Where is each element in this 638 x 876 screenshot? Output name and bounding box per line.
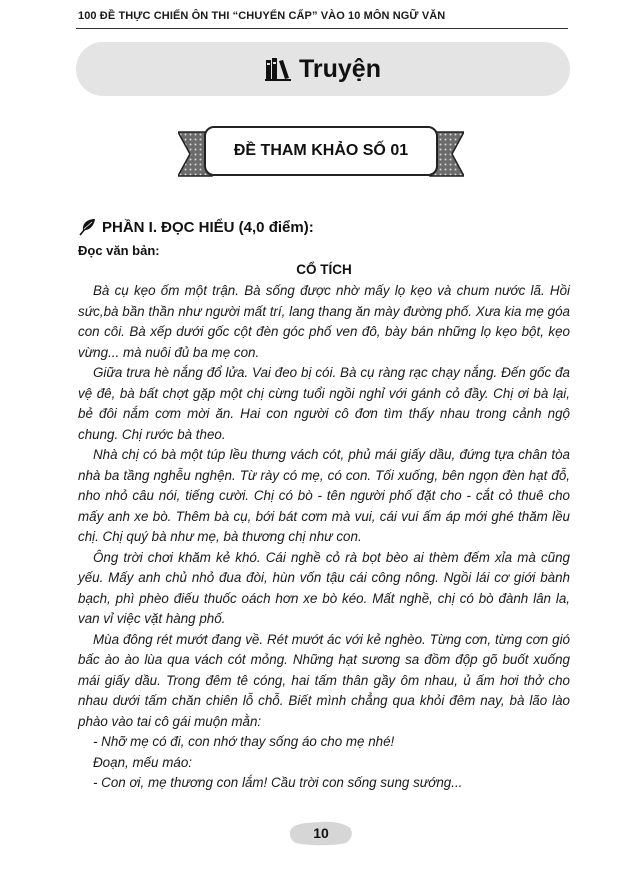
chapter-title: Truyện <box>299 54 381 83</box>
dialogue-line: Đoạn, mếu máo: <box>93 754 192 770</box>
feather-icon <box>78 218 96 236</box>
section-title: PHẦN I. ĐỌC HIỂU (4,0 điểm): <box>102 218 314 236</box>
exam-label: ĐỀ THAM KHẢO SỐ 01 <box>233 142 409 159</box>
dialogue-line: - Con ơi, mẹ thương con lắm! Cầu trời con sống sung sướng... <box>93 775 463 790</box>
header-divider <box>76 28 568 29</box>
chapter-banner <box>76 42 570 96</box>
story-paragraph: Nhà chị có bà một túp lều thưng vách cót, phủ mái giấy dầu, đứng tựa chân tòa nhà ba tầng nghễu nghện. Từ rày có mẹ, có con. Tối xuống, bên ngọn đèn hạt đỗ, nho nhỏ câu nói, tiếng cười. Chị có bò - tên người phố đặt cho - cắt cỏ thuê cho mấy anh xe bò. Thêm bà cụ, bới bát cơm mà vui, cái vui ấm áp mới ghé thăm lều chị. Chị quý bà như mẹ, bà thương chị như con. <box>78 447 570 544</box>
section-heading <box>78 218 314 236</box>
exam-ribbon <box>178 122 464 184</box>
story-paragraph: Ông trời chơi khăm kẻ khó. Cái nghề cỏ rà bọt bèo ai thèm đếm xỉa mà cũng yếu. Mấy anh chủ nhỏ đua đòi, hùn vốn tậu cái công nông. Ngồi lái cơ giới bành bạch, phì phèo điếu thuốc oách hơn xe bò kéo. Mất nghề, chị có bò đành lân la, van vỉ việc vặt hàng phố. <box>78 549 570 626</box>
story-body <box>78 281 570 794</box>
dialogue-line: - Nhỡ mẹ có đi, con nhớ thay sống áo cho mẹ nhé! <box>93 734 395 749</box>
exam-label-box <box>204 126 438 176</box>
read-text-label: Đọc văn bản: <box>78 243 160 258</box>
page-number: 10 <box>313 825 329 841</box>
story-paragraph: Giữa trưa hè nắng đổ lửa. Vai đeo bị cói. Bà cụ ràng rạc chạy nắng. Đến gốc đa vệ đê, bà bất chợt gặp một chị cừng tuổi ngồi nghỉ với gánh cỏ đầy. Chị ơi bà lại, bẻ đôi nắm cơm mời ăn. Hai con người cô đơn tìm thấy nhau trong cảnh ngộ chung. Chị rước bà theo. <box>78 365 570 442</box>
running-header: 100 ĐỀ THỰC CHIẾN ÔN THI “CHUYỂN CẤP” VÀO 10 MÔN NGỮ VĂN <box>78 10 446 22</box>
story-title: CỔ TÍCH <box>296 262 352 277</box>
story-paragraph: Mùa đông rét mướt đang về. Rét mướt ác với kẻ nghèo. Từng cơn, từng cơn gió bấc ào ào lùa qua vách cót mỏng. Những hạt sương sa đồm độp gõ buốt xuống mái giấy dầu. Trong đêm tê cóng, hai tấm thân gầy ôm nhau, ủ ấm hơi thở cho nhau dưới tấm chăn chiên lỗ chỗ. Biết mình chẳng qua khỏi đêm nay, bà lão lào phào vào tai cô gái muộn mằn: <box>78 631 570 729</box>
books-icon <box>265 57 291 81</box>
page-number-badge <box>288 820 354 846</box>
story-paragraph: Bà cụ kẹo ốm một trận. Bà sống được nhờ mấy lọ kẹo và chum nước lã. Hồi sức,bà bần thần như người mất trí, lang thang ăn mày đường phố. Xưa kia mẹ góa con côi. Bà xếp dưới gốc cột đèn góc phố ven đô, bày bán những lọ kẹo bột, kẹo vừng... mà nuôi đủ ba mẹ con. <box>78 283 570 360</box>
